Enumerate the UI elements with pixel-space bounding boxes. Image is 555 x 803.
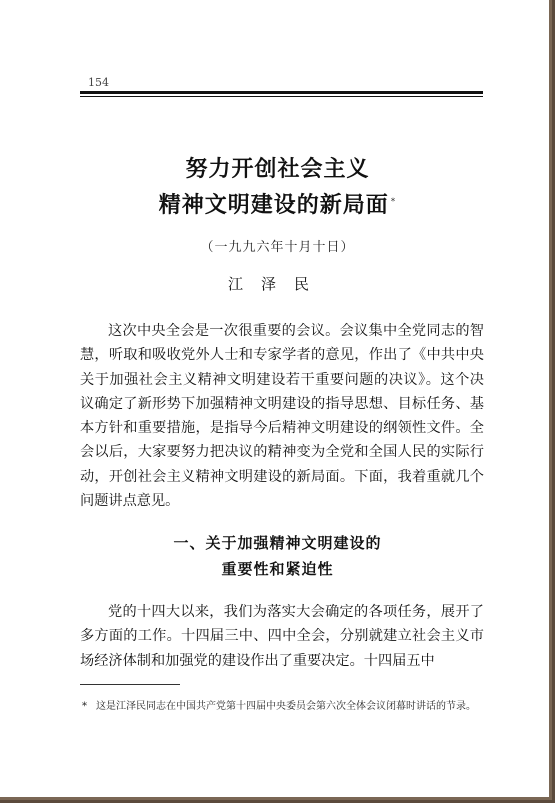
- page-number: 154: [88, 76, 109, 89]
- footnote: [82, 698, 484, 715]
- title-line-2-text: 精神文明建设的新局面: [158, 193, 389, 218]
- title-footnote-marker[interactable]: *: [390, 196, 397, 207]
- section-heading-line-2: 重要性和紧迫性: [221, 560, 334, 578]
- footnote-divider: [80, 684, 180, 685]
- title-line-1-text: 努力开创社会主义: [185, 157, 370, 182]
- body-paragraph-1: 这次中央全会是一次很重要的会议。会议集中全党同志的智慧，听取和吸收党外人士和专家学者的意见，作出了《中共中央关于加强社会主义精神文明建设若干重要问题的决议》。这个决议确定了新形势下加强精神文明建设的指导思想、目标任务、基本方针和重要措施，是指导今后精神文明建设的纲领性文件。全会以后，大家要努力把决议的精神变为全党和全国人民的实际行动，开创社会主义精神文明建设的新局面。下面，我着重就几个问题讲点意见。: [80, 323, 484, 510]
- author-name: 江泽民: [227, 275, 327, 293]
- footnote-text: 这是江泽民同志在中国共产党第十四届中央委员会第六次全体会议闭幕时讲话的节录。: [96, 701, 476, 712]
- title-line-1: [0, 152, 555, 183]
- section-heading-line-1: 一、关于加强精神文明建设的: [173, 534, 382, 552]
- speech-date: （一九九六年十月十日）: [200, 240, 355, 255]
- title-line-2: [0, 188, 555, 219]
- body-paragraph-2: 党的十四大以来，我们为落实大会确定的各项任务，展开了多方面的工作。十四届三中、四中全会，分别就建立社会主义市场经济体制和加强党的建设作出了重要决定。十四届五中: [80, 604, 484, 669]
- header-rule-thin: [80, 96, 483, 97]
- footnote-marker: *: [82, 701, 87, 712]
- header-rule: [80, 91, 483, 94]
